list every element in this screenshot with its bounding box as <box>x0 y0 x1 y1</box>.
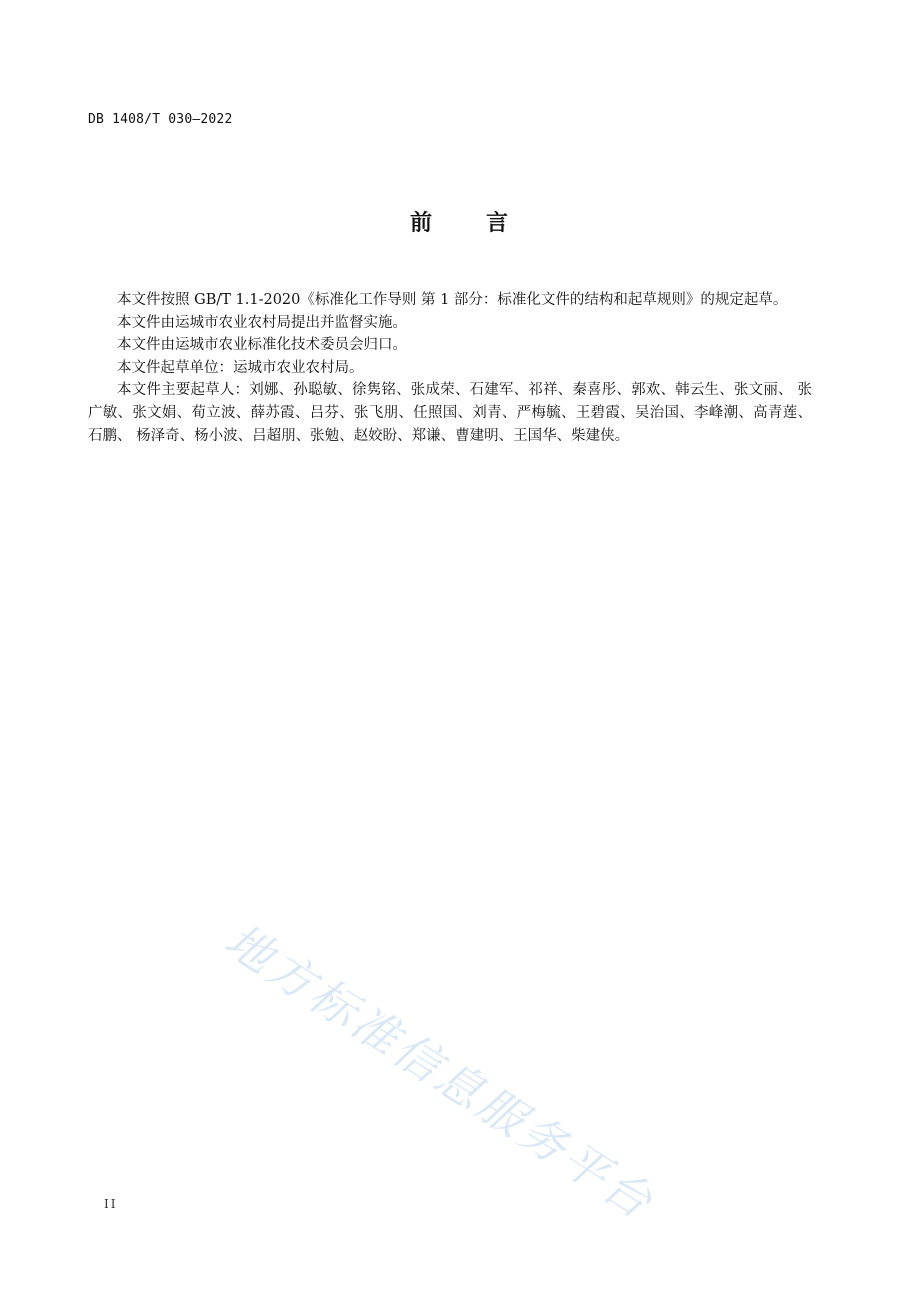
watermark: 地方标准信息服务平台 <box>215 912 665 1231</box>
foreword-body <box>88 289 812 447</box>
page-number: II <box>104 1197 118 1211</box>
paragraph-committee: 本文件由运城市农业标准化技术委员会归口。 <box>117 337 407 354</box>
title-part-1: 前 <box>409 211 434 236</box>
page-title <box>0 206 920 237</box>
paragraph-drafting-unit: 本文件起草单位：运城市农业农村局。 <box>117 359 364 376</box>
paragraph-proposer: 本文件由运城市农业农村局提出并监督实施。 <box>117 314 407 331</box>
title-part-2: 言 <box>486 211 511 236</box>
paragraph-drafting-rules: 本文件按照 GB/T 1.1-2020《标准化工作导则 第 1 部分：标准化文件的结构和起草规则》的规定起草。 <box>117 292 788 308</box>
paragraph-drafters: 本文件主要起草人：刘娜、孙聪敏、徐隽铭、张成荣、石建军、祁祥、秦喜彤、郭欢、韩云生、张文丽、 张广敏、张文娟、荀立波、薛苏霞、吕芬、张飞朋、任照国、刘青、严梅毓、王碧霞、吴治国、李峰潮、高青莲、石鹏、 杨泽奇、杨小波、吕超朋、张勉、赵姣盼、郑谦、曹建明、王国华、柴建侠。 <box>88 382 812 444</box>
document-code: DB 1408/T 030—2022 <box>88 112 233 127</box>
